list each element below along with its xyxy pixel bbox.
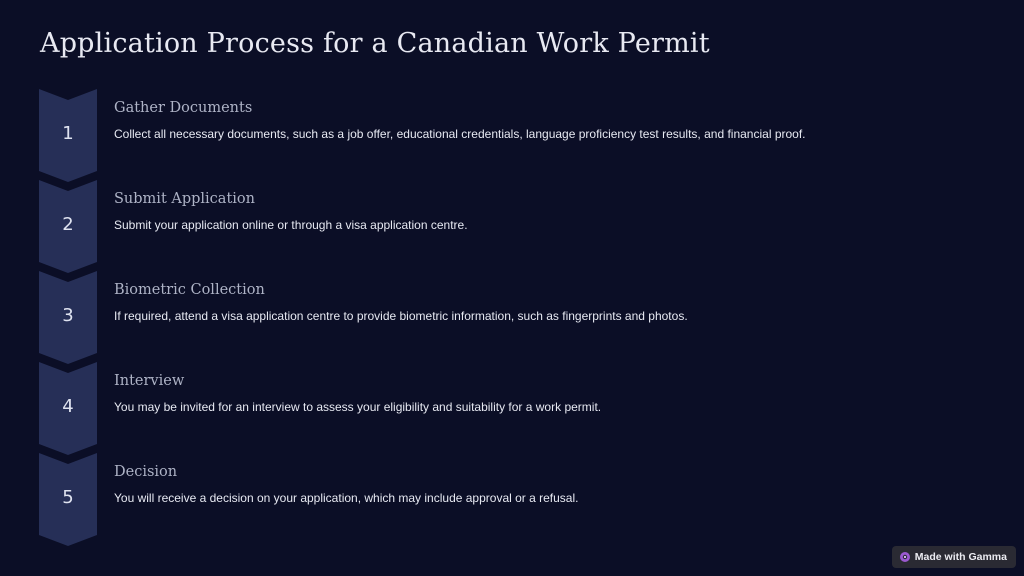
- step-1: [0, 89, 1024, 180]
- step-number: 2: [62, 214, 74, 235]
- step-title: Submit Application: [114, 191, 255, 207]
- step-title: Interview: [114, 373, 185, 389]
- step-title: Gather Documents: [114, 100, 253, 116]
- gamma-logo-icon: [900, 552, 910, 562]
- step-number: 5: [62, 487, 74, 508]
- step-2: [0, 180, 1024, 271]
- step-5: [0, 453, 1024, 544]
- page-title: Application Process for a Canadian Work Permit: [40, 28, 710, 59]
- step-title: Biometric Collection: [114, 282, 265, 298]
- step-4: [0, 362, 1024, 453]
- step-description: You will receive a decision on your application, which may include approval or a refusal.: [114, 491, 579, 505]
- badge-label: Made with Gamma: [914, 551, 1007, 563]
- step-description: If required, attend a visa application centre to provide biometric information, such as fingerprints and photos.: [114, 309, 688, 323]
- step-description: You may be invited for an interview to assess your eligibility and suitability for a work permit.: [114, 400, 602, 414]
- step-number: 3: [62, 305, 74, 326]
- step-description: Collect all necessary documents, such as a job offer, educational credentials, language proficiency test results, and financial proof.: [114, 127, 806, 141]
- step-number: 4: [62, 396, 74, 417]
- step-3: [0, 271, 1024, 362]
- step-title: Decision: [114, 464, 178, 480]
- step-number: 1: [62, 123, 74, 144]
- step-description: Submit your application online or through a visa application centre.: [114, 218, 468, 232]
- made-with-gamma-badge[interactable]: [892, 546, 1016, 568]
